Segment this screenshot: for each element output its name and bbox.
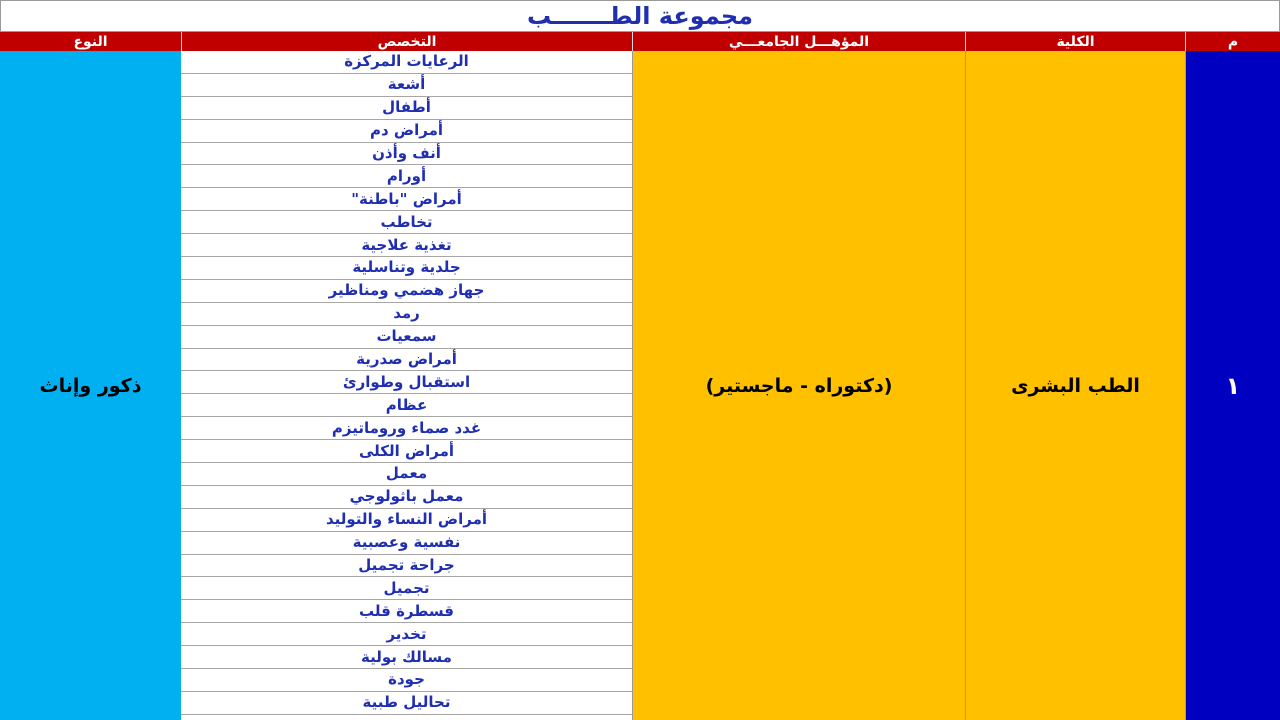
- specialization-item: نفسية وعصبية: [181, 532, 632, 555]
- specialization-list: [181, 51, 632, 720]
- specialization-item: رمد: [181, 303, 632, 326]
- specialization-item: غدد صماء وروماتيزم: [181, 417, 632, 440]
- specialization-item: أمراض الكلى: [181, 440, 632, 463]
- specialization-item: جهاز هضمي ومناظير: [181, 280, 632, 303]
- specialization-item: عظام: [181, 394, 632, 417]
- specialization-item: تجميل: [181, 577, 632, 600]
- cell-type: [0, 51, 181, 720]
- specialization-item: أمراض صدرية: [181, 349, 632, 372]
- row-number: ١: [1225, 371, 1241, 400]
- specialization-item: الرعايات المركزة: [181, 51, 632, 74]
- specialization-item: أنف وأذن: [181, 143, 632, 166]
- specialization-item: سمعيات: [181, 326, 632, 349]
- page-title: [0, 0, 1280, 32]
- header-type: النوع: [73, 33, 108, 50]
- row-qualification: (دكتوراه - ماجستير): [705, 374, 893, 397]
- row-faculty: الطب البشرى: [1011, 374, 1140, 397]
- specialization-item: أمراض النساء والتوليد: [181, 509, 632, 532]
- specialization-item: أورام: [181, 165, 632, 188]
- specialization-item: تحاليل طبية: [181, 692, 632, 715]
- cell-qualification: [632, 51, 965, 720]
- specialization-item: قسطرة قلب: [181, 600, 632, 623]
- specialization-item: تخاطب: [181, 211, 632, 234]
- header-qualification: المؤهـــل الجامعـــي: [632, 32, 965, 51]
- specialization-item: مسالك بولية: [181, 646, 632, 669]
- cell-faculty: [965, 51, 1185, 720]
- table-header-row: [0, 32, 1280, 51]
- header-faculty: الكلية: [965, 32, 1185, 51]
- page-title-text: مجموعة الطـــــــب: [526, 2, 754, 30]
- specialization-item: جودة: [181, 669, 632, 692]
- specialization-item: جلدية وتناسلية: [181, 257, 632, 280]
- specialization-item: أطفال: [181, 97, 632, 120]
- header-number: م: [1185, 32, 1280, 51]
- cell-number: [1185, 51, 1280, 720]
- specialization-item: تخدير: [181, 623, 632, 646]
- specialization-item: أمراض دم: [181, 120, 632, 143]
- specialization-item: معمل باثولوجي: [181, 486, 632, 509]
- specialization-item: أشعة: [181, 74, 632, 97]
- row-type: ذكور وإناث: [39, 374, 142, 397]
- specialization-item: تغذية علاجية: [181, 234, 632, 257]
- specialization-item: استقبال وطوارئ: [181, 371, 632, 394]
- specialization-item: جراحة تجميل: [181, 555, 632, 578]
- specialization-item: أمراض "باطنة": [181, 188, 632, 211]
- header-specialization: التخصص: [181, 32, 632, 51]
- specialization-item: معمل: [181, 463, 632, 486]
